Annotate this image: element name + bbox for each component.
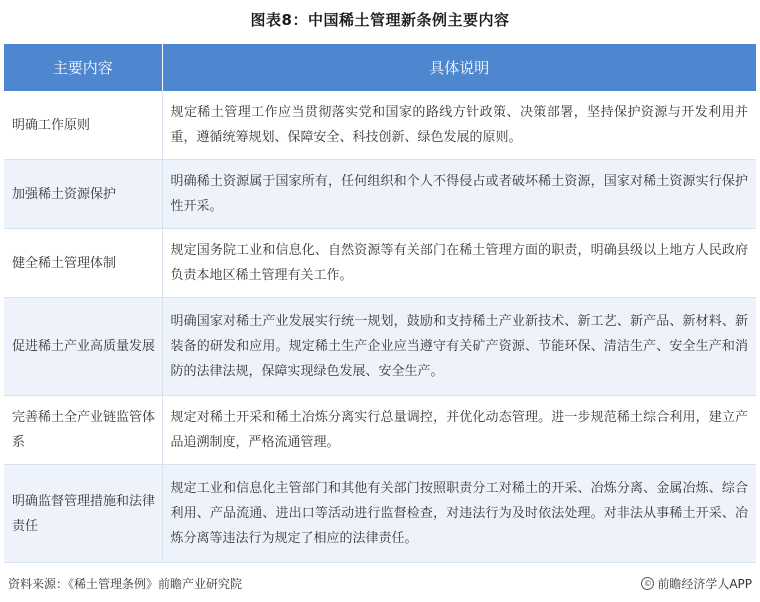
source-note: 资料来源：《稀土管理条例》前瞻产业研究院 <box>8 577 243 591</box>
row-value: 规定对稀土开采和稀土冶炼分离实行总量调控，并优化动态管理。进一步规范稀土综合利用，建立产品追溯制度，严格流通管理。 <box>162 396 756 465</box>
page-title: 图表8：中国稀土管理新条例主要内容 <box>250 11 510 29</box>
row-value: 规定工业和信息化主管部门和其他有关部门按照职责分工对稀土的开采、冶炼分离、金属冶炼、综合利用、产品流通、进出口等活动进行监督检查，对违法行为及时依法处理。对非法从事稀土开采、冶炼分离等违法行为规定了相应的法律责任。 <box>162 465 756 563</box>
row-key: 加强稀土资源保护 <box>4 160 162 229</box>
table-row <box>4 465 756 563</box>
row-key: 促进稀土产业高质量发展 <box>4 298 162 396</box>
row-value: 明确稀土资源属于国家所有，任何组织和个人不得侵占或者破坏稀土资源，国家对稀土资源实行保护性开采。 <box>162 160 756 229</box>
brand-label: 前瞻经济学人APP <box>657 577 752 591</box>
table-row <box>4 91 756 160</box>
copyright-icon: © <box>641 577 654 590</box>
rules-table-container <box>4 44 756 563</box>
row-value: 规定国务院工业和信息化、自然资源等有关部门在稀土管理方面的职责，明确县级以上地方人民政府负责本地区稀土管理有关工作。 <box>162 229 756 298</box>
table-header-row <box>4 44 756 91</box>
rules-table <box>4 44 756 563</box>
row-key: 完善稀土全产业链监管体系 <box>4 396 162 465</box>
column-header-details: 具体说明 <box>162 44 756 91</box>
table-row <box>4 160 756 229</box>
row-key: 明确工作原则 <box>4 91 162 160</box>
table-row <box>4 396 756 465</box>
table-row <box>4 298 756 396</box>
column-header-main-content: 主要内容 <box>4 44 162 91</box>
row-value: 明确国家对稀土产业发展实行统一规划，鼓励和支持稀土产业新技术、新工艺、新产品、新材料、新装备的研发和应用。规定稀土生产企业应当遵守有关矿产资源、节能环保、清洁生产、安全生产和消防的法律法规，保障实现绿色发展、安全生产。 <box>162 298 756 396</box>
brand-credit <box>641 575 752 592</box>
row-key: 健全稀土管理体制 <box>4 229 162 298</box>
row-key: 明确监督管理措施和法律责任 <box>4 465 162 563</box>
table-row <box>4 229 756 298</box>
row-value: 规定稀土管理工作应当贯彻落实党和国家的路线方针政策、决策部署，坚持保护资源与开发利用并重，遵循统筹规划、保障安全、科技创新、绿色发展的原则。 <box>162 91 756 160</box>
